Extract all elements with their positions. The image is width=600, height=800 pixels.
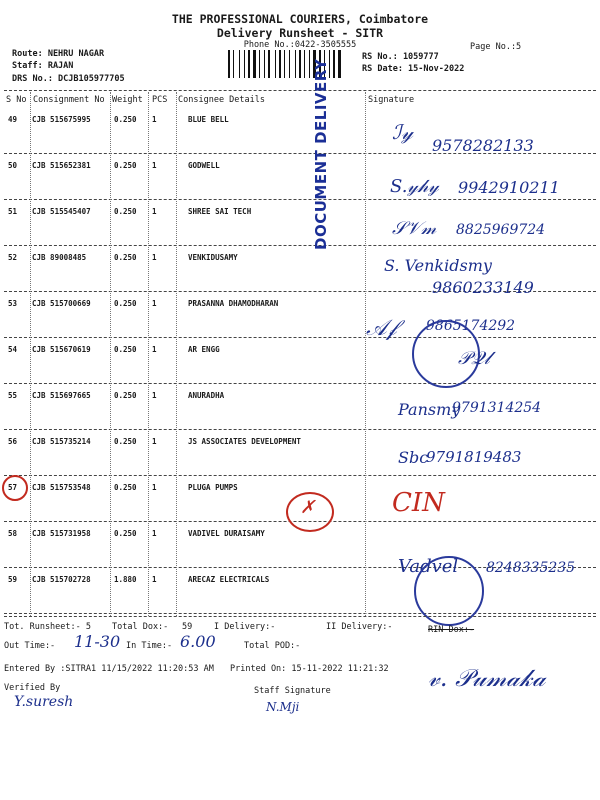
signature-52: S. Venkidsmy: [384, 256, 492, 275]
signature-55: Pansmy: [398, 400, 461, 419]
row-consignee: PRASANNA DHAMODHARAN: [188, 299, 279, 308]
entered-by: Entered By :SITRA1 11/15/2022 11:20:53 AM: [4, 664, 214, 674]
barcode-bar: [286, 50, 288, 78]
phone-49: 9578282133: [432, 136, 534, 155]
row-pcs: 1: [152, 345, 157, 354]
phone-56: 9791819483: [426, 448, 522, 466]
row-consignee: ARECAZ ELECTRICALS: [188, 575, 270, 584]
signature-51: 𝒮𝒱𝓂: [392, 218, 437, 239]
column-divider: [365, 92, 366, 616]
phone-59: 8248335235: [486, 560, 576, 576]
col-consignment: Consignment No: [33, 95, 105, 105]
row-weight: 0.250: [114, 391, 137, 400]
row-consignee: PLUGA PUMPS: [188, 483, 238, 492]
total-dox-value: 59: [182, 622, 193, 632]
page-number: Page No.:5: [470, 42, 522, 52]
row-sno: 59: [8, 575, 18, 584]
out-time-value: 11-30: [74, 632, 121, 651]
barcode-bar: [277, 50, 278, 78]
barcode-bar: [306, 50, 308, 78]
barcode-bar: [302, 50, 303, 78]
row-consignee: VADIVEL DURAISAMY: [188, 529, 265, 538]
phone-number: Phone No.:0422-3505555: [243, 40, 357, 50]
staff-label: Staff: RAJAN: [12, 61, 74, 71]
column-divider: [148, 92, 149, 616]
barcode-bar: [289, 50, 290, 78]
row-consignment-no: CJB 515652381: [32, 161, 91, 170]
row-pcs: 1: [152, 207, 157, 216]
barcode-bar: [228, 50, 230, 78]
column-divider: [176, 92, 177, 616]
row-divider: [4, 613, 596, 614]
signature-49: ℐ𝓎: [392, 120, 414, 144]
in-time-value: 6.00: [180, 632, 216, 651]
row-weight: 0.250: [114, 299, 137, 308]
barcode-bar: [231, 50, 232, 78]
barcode-bar: [246, 50, 247, 78]
phone-55: 9791314254: [452, 400, 542, 416]
barcode-bar: [259, 50, 260, 78]
row-weight: 0.250: [114, 345, 137, 354]
row-divider: [4, 475, 596, 476]
barcode-bar: [235, 50, 238, 78]
row-weight: 0.250: [114, 161, 137, 170]
rs-number: RS No.: 1059777: [362, 52, 439, 62]
row-weight: 1.880: [114, 575, 137, 584]
barcode-bar: [244, 50, 245, 78]
row-weight: 0.250: [114, 529, 137, 538]
phone-52: 9860233149: [432, 278, 534, 297]
row-sno: 53: [8, 299, 18, 308]
barcode-bar: [282, 50, 283, 78]
row-pcs: 1: [152, 575, 157, 584]
company-title: THE PROFESSIONAL COURIERS, Coimbatore: [171, 12, 429, 26]
row-divider: [4, 429, 596, 430]
row-pcs: 1: [152, 391, 157, 400]
col-pcs: PCS: [152, 95, 168, 105]
ii-delivery-label: II Delivery:-: [326, 622, 393, 632]
i-delivery-label: I Delivery:-: [214, 622, 276, 632]
row-sno: 55: [8, 391, 18, 400]
barcode-bar: [251, 50, 252, 78]
barcode-bar: [279, 50, 281, 78]
row-consignment-no: CJB 515545407: [32, 207, 91, 216]
row-pcs: 1: [152, 299, 157, 308]
signature-57: CIN: [392, 488, 445, 518]
barcode-bar: [248, 50, 250, 78]
barcode-bar: [299, 50, 301, 78]
total-pod-label: Total POD:-: [244, 641, 301, 651]
row-divider: [4, 337, 596, 338]
row-consignment-no: CJB 515675995: [32, 115, 91, 124]
row-consignment-no: CJB 515697665: [32, 391, 91, 400]
row-pcs: 1: [152, 253, 157, 262]
rin-dox-label: RIN Dox:-: [428, 625, 475, 635]
barcode-bar: [264, 50, 265, 78]
row-pcs: 1: [152, 483, 157, 492]
route-label: Route: NEHRU NAGAR: [12, 49, 105, 59]
barcode-bar: [331, 50, 332, 78]
row-consignee: AR ENGG: [188, 345, 220, 354]
barcode-bar: [271, 50, 274, 78]
row-divider: [4, 383, 596, 384]
row-divider: [4, 199, 596, 200]
barcode-bar: [297, 50, 298, 78]
row-consignment-no: CJB 515753548: [32, 483, 91, 492]
barcode: [228, 50, 354, 78]
row-consignment-no: CJB 515702728: [32, 575, 91, 584]
barcode-bar: [233, 50, 234, 78]
barcode-bar: [275, 50, 276, 78]
row-weight: 0.250: [114, 207, 137, 216]
row-sno: 51: [8, 207, 18, 216]
col-weight: Weight: [112, 95, 143, 105]
row-pcs: 1: [152, 161, 157, 170]
row-divider: [4, 245, 596, 246]
column-divider: [110, 92, 111, 616]
staff-signature-label: Staff Signature: [254, 686, 331, 696]
row-pcs: 1: [152, 437, 157, 446]
barcode-bar: [261, 50, 263, 78]
rs-date: RS Date: 15-Nov-2022: [362, 64, 465, 74]
header-divider: [4, 90, 596, 91]
red-x-mark: ✗: [300, 497, 316, 518]
printed-on: Printed On: 15-11-2022 11:21:32: [230, 664, 389, 674]
row-consignment-no: CJB 515735214: [32, 437, 91, 446]
row-consignment-no: CJB 515731958: [32, 529, 91, 538]
column-divider: [30, 92, 31, 616]
barcode-bar: [336, 50, 337, 78]
row-consignee: BLUE BELL: [188, 115, 229, 124]
phone-51: 8825969724: [456, 222, 546, 238]
barcode-bar: [257, 50, 258, 78]
sheet-title: Delivery Runsheet - SITR: [216, 26, 384, 40]
barcode-bar: [241, 50, 243, 78]
row-sno: 49: [8, 115, 18, 124]
in-time-label: In Time:-: [126, 641, 173, 651]
row-sno: 56: [8, 437, 18, 446]
barcode-bar: [338, 50, 341, 78]
row-weight: 0.250: [114, 437, 137, 446]
row-consignment-no: CJB 89008485: [32, 253, 87, 262]
staff-signature-mark: N.Mji: [266, 700, 300, 714]
out-time-label: Out Time:-: [4, 641, 56, 651]
total-dox-label: Total Dox:-: [112, 622, 169, 632]
signature-54: 𝒫𝒬𝓁: [458, 348, 490, 369]
row-pcs: 1: [152, 115, 157, 124]
row-consignee: ANURADHA: [188, 391, 225, 400]
row-weight: 0.250: [114, 253, 137, 262]
drs-number: DRS No.: DCJB105977705: [12, 74, 125, 84]
barcode-bar: [284, 50, 285, 78]
row-consignment-no: CJB 515670619: [32, 345, 91, 354]
row-sno: 50: [8, 161, 18, 170]
red-circle-57: [2, 475, 28, 501]
barcode-bar: [333, 50, 335, 78]
barcode-bar: [342, 50, 343, 78]
row-pcs: 1: [152, 529, 157, 538]
signature-59: Vadvel: [398, 556, 459, 577]
col-sno: S No: [6, 95, 27, 105]
signature-56: Sbc: [398, 448, 429, 467]
row-weight: 0.250: [114, 483, 137, 492]
row-weight: 0.250: [114, 115, 137, 124]
signature-50: S.𝓎𝒽𝓎: [390, 176, 439, 197]
row-consignment-no: CJB 515700669: [32, 299, 91, 308]
barcode-bar: [253, 50, 256, 78]
receiver-signature: 𝓋. 𝒫𝓊𝓂𝒶𝓀𝒶: [428, 664, 546, 692]
row-sno: 52: [8, 253, 18, 262]
verified-by-label: Verified By: [4, 683, 61, 693]
verified-signature: Y.suresh: [14, 694, 74, 710]
barcode-bar: [304, 50, 305, 78]
signature-53: 𝒜𝒻: [366, 316, 397, 341]
barcode-bar: [239, 50, 240, 78]
phone-50: 9942910211: [458, 178, 560, 197]
row-consignee: SHREE SAI TECH: [188, 207, 252, 216]
row-sno: 57: [8, 483, 18, 492]
barcode-bar: [295, 50, 296, 78]
col-signature: Signature: [368, 95, 415, 105]
barcode-bar: [291, 50, 294, 78]
table-bottom-divider: [4, 616, 596, 617]
barcode-bar: [309, 50, 310, 78]
row-sno: 54: [8, 345, 18, 354]
col-consignee: Consignee Details: [178, 95, 265, 105]
row-consignee: JS ASSOCIATES DEVELOPMENT: [188, 437, 301, 446]
tot-runsheet: Tot. Runsheet:- 5: [4, 622, 91, 632]
barcode-bar: [266, 50, 267, 78]
barcode-bar: [268, 50, 270, 78]
document-delivery-stamp: DOCUMENT DELIVERY: [312, 58, 330, 250]
row-consignee: VENKIDUSAMY: [188, 253, 238, 262]
phone-53: 9865174292: [426, 318, 516, 334]
row-consignee: GODWELL: [188, 161, 220, 170]
row-sno: 58: [8, 529, 18, 538]
